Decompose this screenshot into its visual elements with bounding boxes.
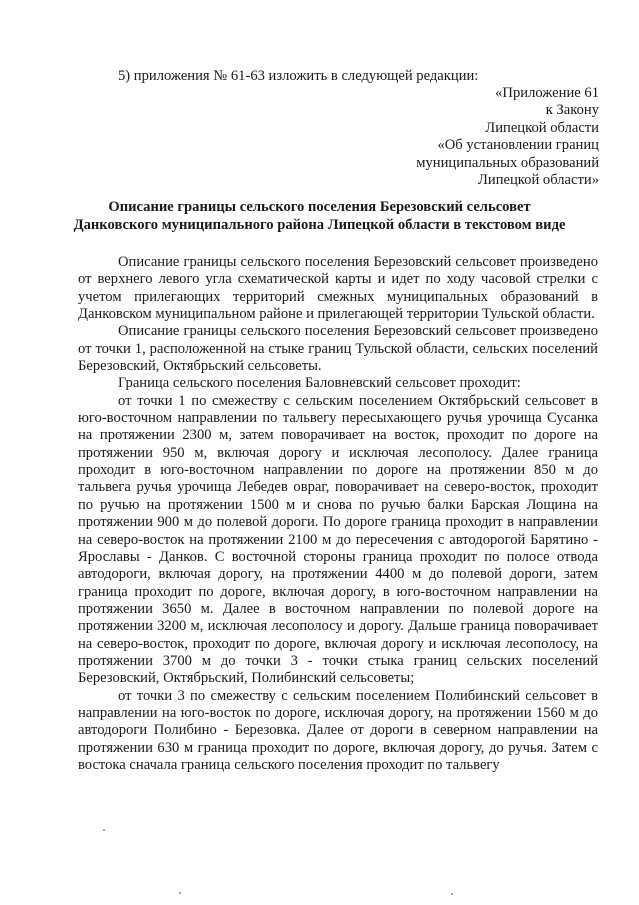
document-title-line-1: Описание границы сельского поселения Березовский сельсовет: [108, 199, 531, 215]
paragraph: от точки 1 по смежеству с сельским поселением Октябрьский сельсовет в юго-восточном направлении по тальвегу пересыхающего ручья урочища Сусанка на протяжении 2300 м, затем поворачивает на восток, проходит по дороге на протяжении 950 м, включая дорогу и исключая лесополосу. Далее граница проходит в юго-восточном направлении по дороге на протяжении 850 м до тальвега ручья урочища Лебедев овраг, поворачивает на северо-восток, проходит по ручью на протяжении 1500 м и снова по ручью балки Барская Лощина на протяжении 900 м до полевой дороги. По дороге граница проходит в направлении на северо-восток на протяжении 2100 м до пересечения с автодорогой Барятино - Ярославы - Данков. С восточной стороны граница проходит по полосе отвода автодороги, включая дорогу, на протяжении 4400 м до полевой дороги, затем граница проходит по дороге, включая дорогу, в юго-восточном направлении на протяжении 3650 м. Далее в восточном направлении по полевой дороге на протяжении 3200 м, исключая лесополосу и дорогу. Дальше граница поворачивает на северо-восток, проходит по дороге, включая дорогу и исключая лесополосу, на протяжении 3700 м до точки 3 - точки стыка границ сельских поселений Березовский, Октябрьский, Полибинский сельсоветы;: [78, 392, 598, 687]
body-text: [78, 254, 598, 774]
scan-speck: [103, 829, 105, 831]
paragraph: Описание границы сельского поселения Березовский сельсовет произведено от верхнего левого угла схематической карты и идет по ходу часовой стрелки с учетом прилегающих территорий смежных муниципальных образований в Данковском муниципальном районе и прилегающей территории Тульской области.: [78, 254, 598, 323]
paragraph: Описание границы сельского поселения Березовский сельсовет произведено от точки 1, расположенной на стыке границ Тульской области, сельских поселений Березовский, Октябрьский сельсоветы.: [78, 323, 598, 375]
appendix-header-line: Липецкой области: [485, 119, 599, 136]
appendix-header-line: к Закону: [545, 102, 599, 119]
appendix-header-line: муниципальных образований: [416, 154, 599, 171]
appendix-header-line: Липецкой области»: [478, 172, 599, 189]
document-title-line-2: Данковского муниципального района Липецкой области в текстовом виде: [73, 217, 566, 233]
paragraph: от точки 3 по смежеству с сельским поселением Полибинский сельсовет в направлении на юго-восток по дороге, исключая дорогу, на протяжении 1560 м до автодороги Полибино - Березовка. Далее от дороги в северном направлении на протяжении 630 м граница проходит по дороге, включая дорогу, до ручья. Затем с востока сначала граница сельского поселения проходит по тальвегу: [78, 687, 598, 773]
paragraph: Граница сельского поселения Баловневский сельсовет проходит:: [118, 375, 521, 392]
scan-speck: [179, 892, 181, 894]
appendix-header-line: «Приложение 61: [495, 85, 599, 101]
appendix-header-line: «Об установлении границ: [437, 137, 599, 154]
intro-line: 5) приложения № 61-63 изложить в следующей редакции:: [118, 68, 479, 84]
scan-speck: [451, 893, 453, 895]
appendix-header: [416, 85, 599, 189]
